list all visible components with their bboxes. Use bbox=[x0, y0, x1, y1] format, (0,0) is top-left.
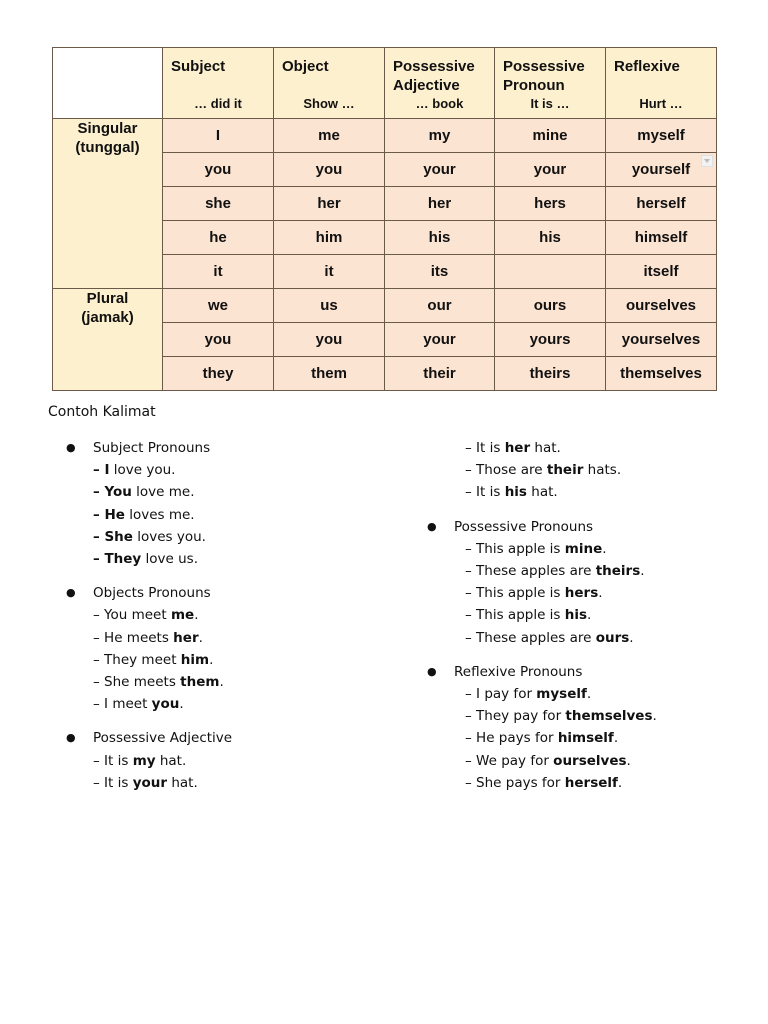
pronoun-table bbox=[52, 47, 717, 391]
examples-left-column bbox=[66, 437, 232, 794]
header-sub: … did it bbox=[194, 96, 242, 111]
header-title: Subject bbox=[171, 58, 226, 75]
header-sub: … book bbox=[415, 96, 464, 111]
bullet-icon: ● bbox=[427, 519, 437, 533]
section-title: Reflexive Pronouns bbox=[454, 663, 583, 680]
table-cell: his bbox=[385, 221, 495, 255]
section-possessive-adjective-continued bbox=[454, 437, 684, 504]
section-title: Subject Pronouns bbox=[93, 440, 211, 456]
group-singular bbox=[53, 119, 163, 289]
table-cell: I bbox=[163, 119, 274, 153]
cell-text: yourself bbox=[631, 161, 691, 178]
example-line: – She loves you. bbox=[93, 528, 206, 545]
example-line: – He meets her. bbox=[93, 629, 203, 646]
example-line: – I pay for myself. bbox=[465, 686, 592, 703]
header-row bbox=[53, 48, 717, 119]
example-line: – I meet you. bbox=[93, 696, 184, 713]
section-possessive-adjective bbox=[66, 727, 232, 794]
table-cell: your bbox=[385, 323, 495, 357]
example-line: – You love me. bbox=[93, 484, 195, 501]
table-cell: themselves bbox=[606, 357, 717, 391]
table-cell: their bbox=[385, 357, 495, 391]
example-line: – This apple is mine. bbox=[465, 540, 607, 557]
table-cell: her bbox=[274, 187, 385, 221]
header-title: Possessive Adjective bbox=[393, 58, 475, 94]
section-possessive-pronouns bbox=[427, 516, 657, 649]
table-cell: your bbox=[385, 153, 495, 187]
example-line: – It is his hat. bbox=[465, 484, 558, 501]
header-sub: Show … bbox=[303, 96, 355, 111]
group-plural bbox=[53, 289, 163, 391]
table-cell: it bbox=[163, 255, 274, 289]
group-label: Singular (tunggal) bbox=[75, 120, 140, 156]
table-cell: we bbox=[163, 289, 274, 323]
bullet-icon: ● bbox=[66, 441, 76, 454]
table-cell: ours bbox=[495, 289, 606, 323]
table-cell: she bbox=[163, 187, 274, 221]
table-cell: us bbox=[274, 289, 385, 323]
table-cell: it bbox=[274, 255, 385, 289]
example-line: – She pays for herself. bbox=[465, 774, 623, 791]
header-title: Reflexive bbox=[614, 58, 680, 75]
header-possessive-adjective bbox=[385, 48, 495, 119]
table-cell: you bbox=[274, 323, 385, 357]
example-line: – It is my hat. bbox=[93, 752, 187, 769]
table-cell: them bbox=[274, 357, 385, 391]
table-cell: mine bbox=[495, 119, 606, 153]
table-cell: yourselves bbox=[606, 323, 717, 357]
example-line: – I love you. bbox=[93, 462, 176, 479]
examples-right-column bbox=[427, 437, 684, 794]
table-cell: hers bbox=[495, 187, 606, 221]
header-sub: It is … bbox=[530, 96, 570, 111]
table-cell: you bbox=[163, 323, 274, 357]
table-cell: myself bbox=[606, 119, 717, 153]
table-cell: him bbox=[274, 221, 385, 255]
header-object bbox=[274, 48, 385, 119]
bullet-icon: ● bbox=[66, 731, 76, 745]
table-cell: they bbox=[163, 357, 274, 391]
table-cell: theirs bbox=[495, 357, 606, 391]
group-label: Plural (jamak) bbox=[81, 290, 134, 326]
example-line: – They meet him. bbox=[93, 651, 214, 668]
bullet-icon: ● bbox=[66, 586, 76, 600]
table-cell: her bbox=[385, 187, 495, 221]
table-cell: herself bbox=[606, 187, 717, 221]
table-row bbox=[53, 289, 717, 323]
table-cell: my bbox=[385, 119, 495, 153]
table-cell: himself bbox=[606, 221, 717, 255]
table-cell: you bbox=[274, 153, 385, 187]
example-line: – We pay for ourselves. bbox=[465, 752, 631, 769]
table-cell: me bbox=[274, 119, 385, 153]
section-subject-pronouns bbox=[66, 437, 232, 570]
example-line: – Those are their hats. bbox=[465, 462, 622, 479]
example-line: – You meet me. bbox=[93, 607, 199, 624]
example-line: – It is your hat. bbox=[93, 774, 198, 791]
table-cell: you bbox=[163, 153, 274, 187]
header-sub: Hurt … bbox=[639, 96, 683, 111]
dropdown-arrow-icon[interactable] bbox=[701, 155, 713, 167]
table-cell-with-dropdown bbox=[606, 153, 717, 187]
example-line: – They pay for themselves. bbox=[465, 708, 657, 725]
table-cell: its bbox=[385, 255, 495, 289]
example-line: – It is her hat. bbox=[465, 440, 561, 456]
table-cell: itself bbox=[606, 255, 717, 289]
example-line: – This apple is his. bbox=[465, 607, 592, 624]
table-cell: our bbox=[385, 289, 495, 323]
section-title: Objects Pronouns bbox=[93, 585, 211, 602]
header-reflexive bbox=[606, 48, 717, 119]
example-line: – He pays for himself. bbox=[465, 730, 619, 747]
example-line: – These apples are theirs. bbox=[465, 563, 645, 580]
table-cell: his bbox=[495, 221, 606, 255]
header-title: Possessive Pronoun bbox=[503, 58, 585, 94]
example-line: – These apples are ours. bbox=[465, 629, 634, 646]
contoh-kalimat-heading: Contoh Kalimat bbox=[48, 404, 156, 420]
example-line: – This apple is hers. bbox=[465, 585, 603, 602]
example-line: – They love us. bbox=[93, 551, 199, 568]
header-subject bbox=[163, 48, 274, 119]
header-title: Object bbox=[282, 58, 329, 75]
table-cell: ourselves bbox=[606, 289, 717, 323]
section-reflexive-pronouns bbox=[427, 661, 657, 794]
example-line: – He loves me. bbox=[93, 506, 195, 523]
table-cell bbox=[495, 255, 606, 289]
section-title: Possessive Adjective bbox=[93, 730, 233, 747]
bullet-icon: ● bbox=[427, 664, 437, 678]
section-title: Possessive Pronouns bbox=[454, 518, 594, 535]
header-possessive-pronoun bbox=[495, 48, 606, 119]
table-cell: your bbox=[495, 153, 606, 187]
table-cell: he bbox=[163, 221, 274, 255]
example-line: – She meets them. bbox=[93, 674, 224, 691]
corner-cell bbox=[53, 48, 163, 119]
table-row bbox=[53, 119, 717, 153]
section-objects-pronouns bbox=[66, 582, 232, 715]
table-cell: yours bbox=[495, 323, 606, 357]
